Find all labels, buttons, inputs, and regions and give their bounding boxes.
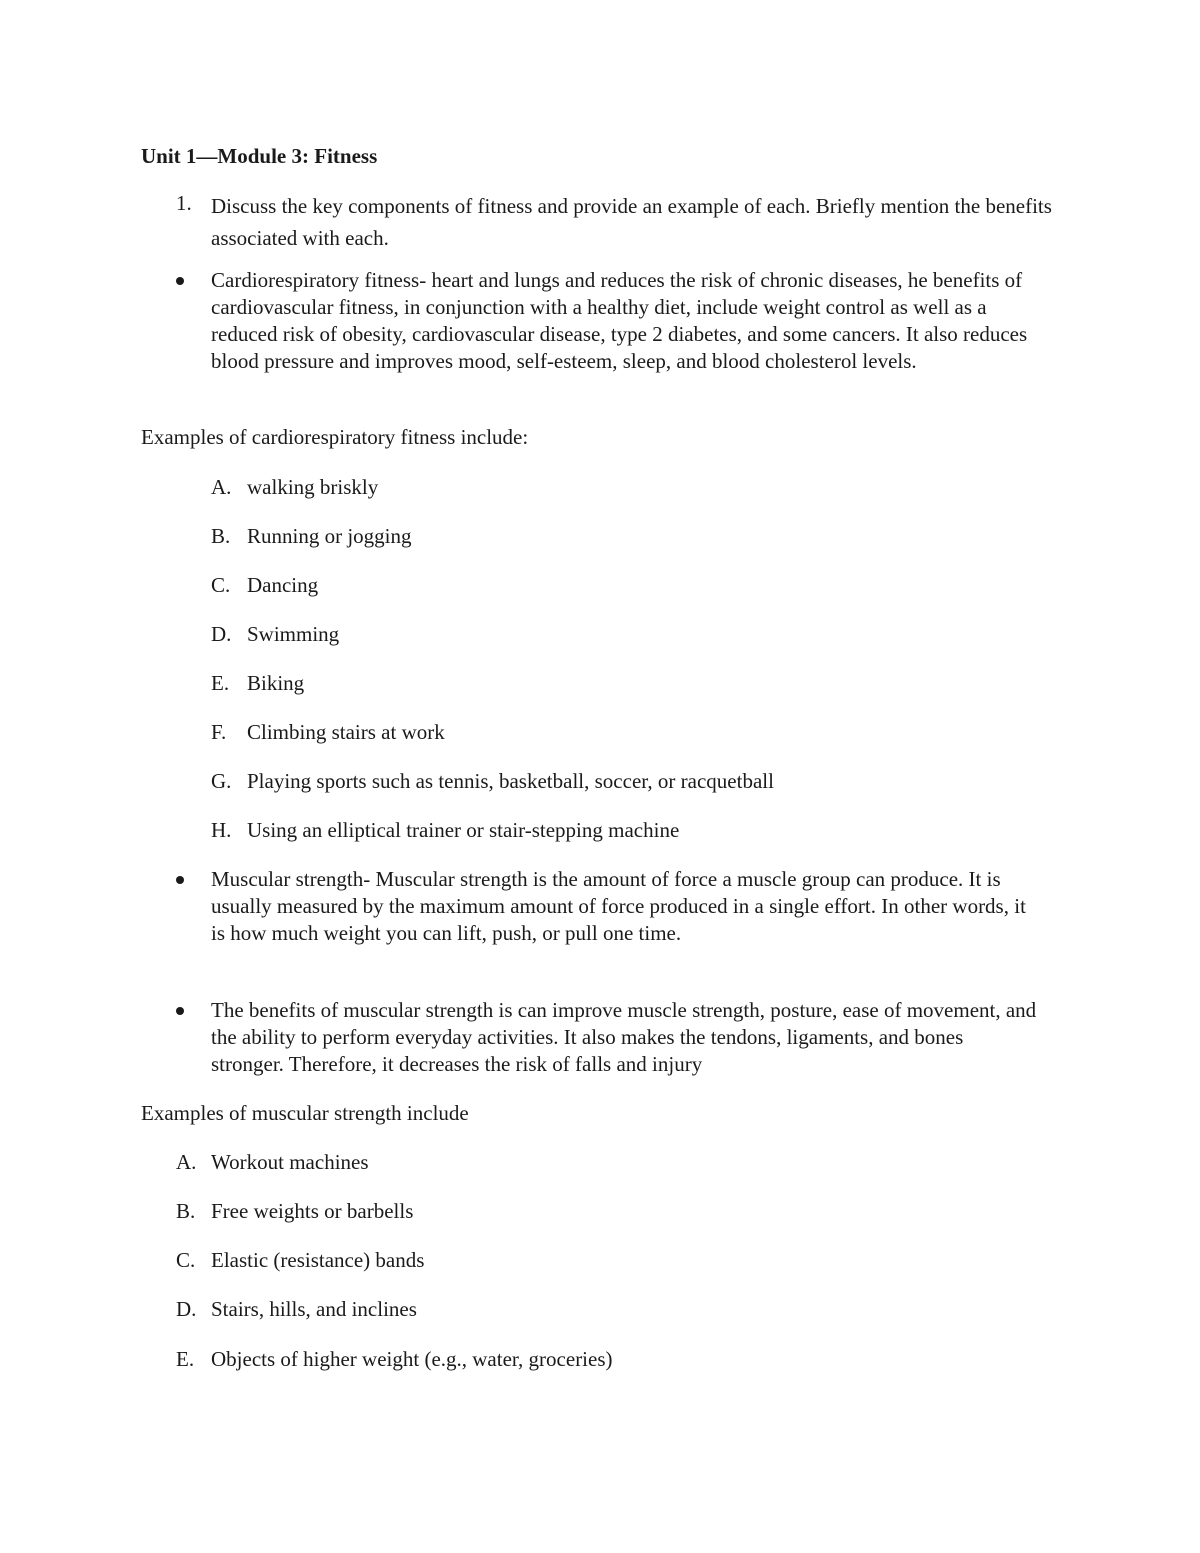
list-item-text: Running or jogging [247, 524, 412, 548]
list-item-text: walking briskly [247, 475, 379, 499]
list-item-letter: D. [176, 1297, 197, 1321]
question-number: 1. [176, 191, 192, 215]
bullet-benefits-text: The benefits of muscular strength is can improve muscle strength, posture, ease of movement, and the ability to perform everyday activities. It also makes the tendons, ligaments, and bones stronger. Therefore, it decreases the risk of falls and injury [211, 998, 1037, 1076]
question-text: Discuss the key components of fitness and provide an example of each. Briefly mention the benefits associated with each. [211, 194, 1052, 250]
list-item-letter: D. [211, 622, 232, 646]
cardio-examples-heading: Examples of cardiorespiratory fitness include: [141, 425, 529, 449]
list-item-letter: E. [176, 1347, 195, 1371]
list-item-text: Stairs, hills, and inclines [211, 1297, 417, 1321]
list-item-text: Elastic (resistance) bands [211, 1248, 425, 1272]
list-item-letter: G. [211, 769, 232, 793]
bullet-strength-text: Muscular strength- Muscular strength is the amount of force a muscle group can produce. It is usually measured by the maximum amount of force produced in a single effort. In other words, it is how much weight you can lift, push, or pull one time. [211, 867, 1026, 945]
list-item-letter: A. [176, 1150, 197, 1174]
list-item-letter: F. [211, 720, 227, 744]
list-item-letter: H. [211, 818, 232, 842]
list-item-text: Biking [247, 671, 305, 695]
bullet-dot [176, 277, 184, 285]
list-item-text: Objects of higher weight (e.g., water, groceries) [211, 1347, 613, 1371]
list-item-letter: E. [211, 671, 230, 695]
document-title: Unit 1—Module 3: Fitness [141, 144, 378, 168]
list-item-letter: A. [211, 475, 232, 499]
list-item-text: Using an elliptical trainer or stair-stepping machine [247, 818, 680, 842]
bullet-dot [176, 1007, 184, 1015]
list-item-letter: C. [176, 1248, 196, 1272]
list-item-text: Swimming [247, 622, 340, 646]
list-item-letter: B. [211, 524, 231, 548]
list-item-text: Workout machines [211, 1150, 369, 1174]
list-item-text: Climbing stairs at work [247, 720, 445, 744]
list-item-text: Dancing [247, 573, 319, 597]
list-item-text: Playing sports such as tennis, basketball, soccer, or racquetball [247, 769, 774, 793]
strength-examples-heading: Examples of muscular strength include [141, 1101, 469, 1125]
list-item-letter: C. [211, 573, 231, 597]
list-item-letter: B. [176, 1199, 196, 1223]
list-item-text: Free weights or barbells [211, 1199, 414, 1223]
bullet-dot [176, 876, 184, 884]
bullet-cardio-text: Cardiorespiratory fitness- heart and lungs and reduces the risk of chronic diseases, he benefits of cardiovascular fitness, in conjunction with a healthy diet, include weight control as well as a reduced risk of obesity, cardiovascular disease, type 2 diabetes, and some cancers. It also reduces blood pressure and improves mood, self-esteem, sleep, and blood cholesterol levels. [211, 268, 1028, 373]
